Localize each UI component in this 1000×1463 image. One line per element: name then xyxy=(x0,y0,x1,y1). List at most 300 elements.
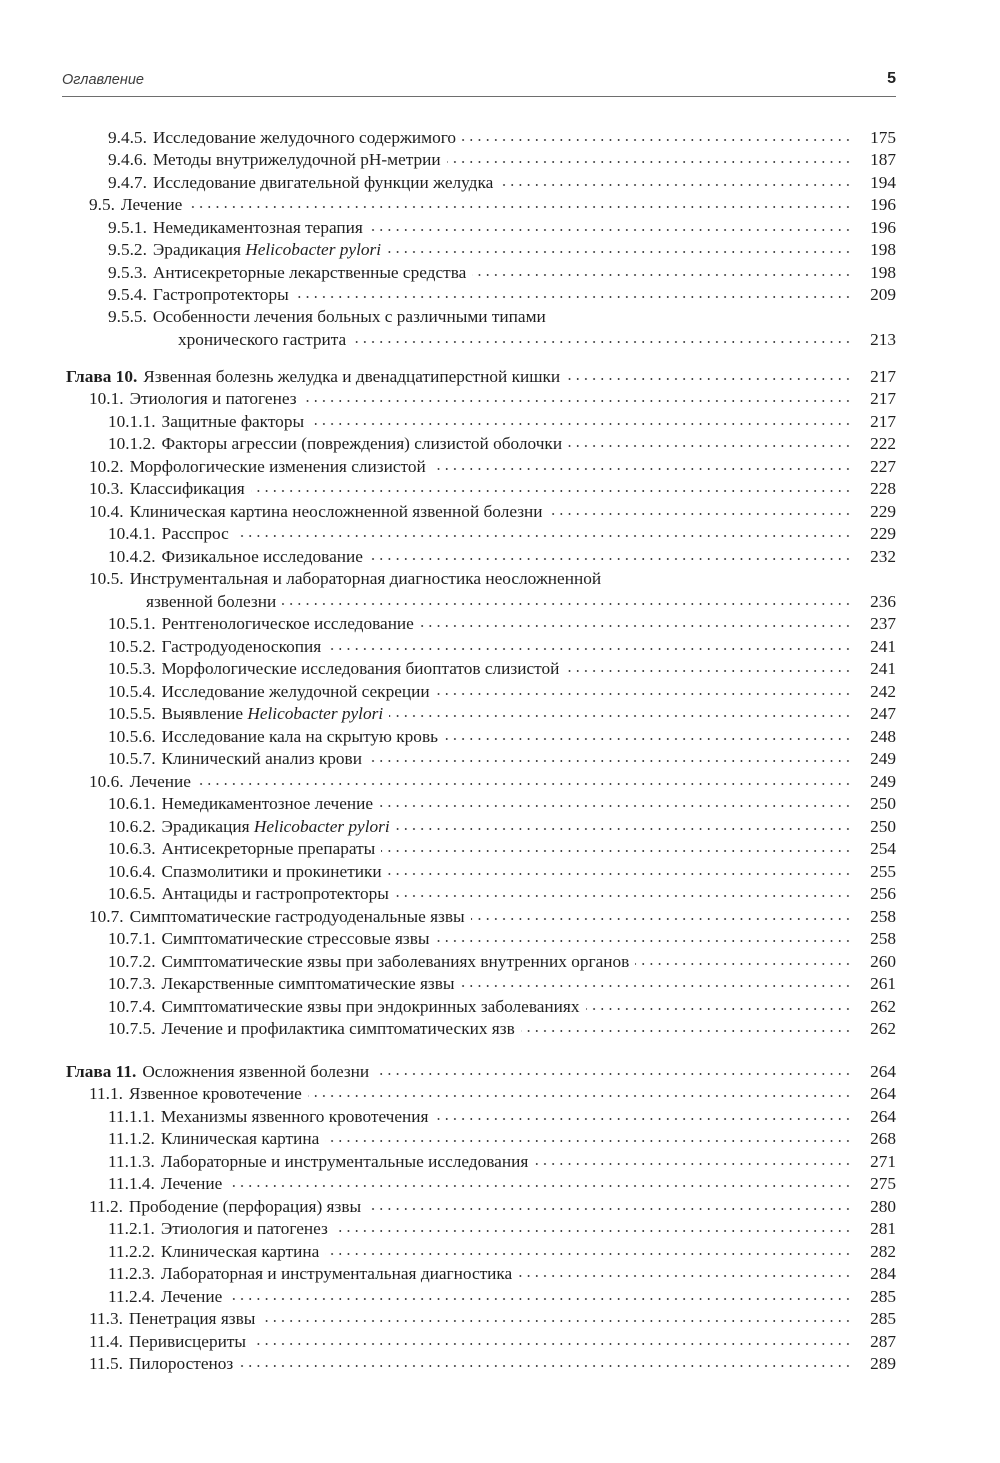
toc-entry-page-number: 261 xyxy=(850,973,896,995)
toc-entry-page-number: 275 xyxy=(850,1173,896,1195)
toc-entry-label xyxy=(146,591,282,613)
toc-entry-label xyxy=(89,568,607,590)
toc-entry-title: Этиология и патогенез xyxy=(160,1219,328,1238)
toc-entry-page-number: 187 xyxy=(850,149,896,171)
toc-entry xyxy=(0,658,1000,682)
toc-entry xyxy=(0,1353,1000,1377)
toc-entry-page-number: 198 xyxy=(850,239,896,261)
dot-leader xyxy=(381,850,852,852)
toc-entry-title: Факторы агрессии (повреждения) слизистой оболочки xyxy=(161,434,563,453)
toc-entry-page-number: 222 xyxy=(850,433,896,455)
toc-entry-label xyxy=(89,388,303,410)
toc-entry xyxy=(0,388,1000,412)
toc-entry-label xyxy=(108,1286,228,1308)
toc-entry-label xyxy=(108,172,499,194)
toc-entry-page-number: 237 xyxy=(850,613,896,635)
toc-entry xyxy=(0,681,1000,705)
dot-leader xyxy=(436,693,852,695)
toc-entry-label xyxy=(108,816,396,838)
dot-leader xyxy=(197,783,852,785)
dot-leader xyxy=(228,1185,852,1187)
toc-entry-title: Лечение и профилактика симптоматических язв xyxy=(161,1019,515,1038)
toc-entry-label xyxy=(108,928,436,950)
toc-entry-label xyxy=(108,748,368,770)
toc-entry-number: 10.3. xyxy=(89,479,124,498)
toc-entry-page-number: 241 xyxy=(850,658,896,680)
toc-entry xyxy=(0,149,1000,173)
toc-entry-page-number: 232 xyxy=(850,546,896,568)
dot-leader xyxy=(499,184,852,186)
toc-entry-page-number: 228 xyxy=(850,478,896,500)
toc-entry-title: Клиническая картина xyxy=(160,1242,320,1261)
toc-entry-title: Расспрос xyxy=(161,524,229,543)
toc-entry-number: 11.1.4. xyxy=(108,1174,155,1193)
toc-entry-number: 11.3. xyxy=(89,1309,123,1328)
toc-entry-page-number: 271 xyxy=(850,1151,896,1173)
toc-entry-title: Перивисцериты xyxy=(128,1332,247,1351)
dot-leader xyxy=(375,1073,852,1075)
toc-entry-number: 10.5.6. xyxy=(108,727,156,746)
dot-leader xyxy=(327,648,852,650)
toc-entry-title-italic: Helicobacter pylori xyxy=(247,704,384,723)
toc-entry-label xyxy=(108,703,389,725)
toc-entry-number: 10.4. xyxy=(89,502,124,521)
toc-entry-title: Язвенная болезнь желудка и двенадцатиперстной кишки xyxy=(143,367,561,386)
toc-entry xyxy=(0,127,1000,151)
toc-entry-title: Пенетрация язвы xyxy=(128,1309,256,1328)
dot-leader xyxy=(228,1298,852,1300)
toc-entry-number: 11.2.2. xyxy=(108,1242,155,1261)
dot-leader xyxy=(461,985,852,987)
toc-entry-number: 10.6. xyxy=(89,772,124,791)
toc-entry xyxy=(0,636,1000,660)
toc-entry xyxy=(0,1308,1000,1332)
toc-entry-label xyxy=(108,681,436,703)
toc-entry-number: 10.5.5. xyxy=(108,704,156,723)
toc-entry-number: 10.7.4. xyxy=(108,997,156,1016)
dot-leader xyxy=(239,1365,852,1367)
toc-entry xyxy=(0,1151,1000,1175)
dot-leader xyxy=(395,895,852,897)
dot-leader xyxy=(334,1230,852,1232)
toc-entry-page-number: 198 xyxy=(850,262,896,284)
toc-entry-title: Классификация xyxy=(129,479,245,498)
toc-entry-label xyxy=(108,636,327,658)
toc-entry xyxy=(0,329,1000,353)
dot-leader xyxy=(435,1118,852,1120)
toc-entry-title: Гастропротекторы xyxy=(152,285,289,304)
toc-entry-number: 10.5.4. xyxy=(108,682,156,701)
toc-entry-number: 10.6.5. xyxy=(108,884,156,903)
dot-leader xyxy=(387,251,852,253)
toc-entry-number: 9.5. xyxy=(89,195,115,214)
toc-entry xyxy=(0,1173,1000,1197)
toc-entry-title: Методы внутрижелудочной рН-метрии xyxy=(152,150,441,169)
dot-leader xyxy=(444,738,852,740)
toc-entry-label xyxy=(66,1061,375,1083)
toc-entry-title: Лечение xyxy=(160,1287,223,1306)
toc-entry-label xyxy=(108,127,462,149)
toc-entry-number: 9.4.7. xyxy=(108,173,147,192)
toc-entry-page-number: 250 xyxy=(850,816,896,838)
toc-entry-label xyxy=(108,1106,435,1128)
toc-entry-label xyxy=(108,1018,521,1040)
toc-entry-title: Язвенное кровотечение xyxy=(128,1084,302,1103)
toc-entry-title: Механизмы язвенного кровотечения xyxy=(160,1107,429,1126)
toc-entry xyxy=(0,239,1000,263)
toc-entry xyxy=(0,217,1000,241)
toc-entry-page-number: 175 xyxy=(850,127,896,149)
toc-entry-number: 10.6.1. xyxy=(108,794,156,813)
toc-entry-title-italic: Helicobacter pylori xyxy=(253,817,390,836)
toc-entry xyxy=(0,838,1000,862)
toc-entry-number: 10.7.1. xyxy=(108,929,156,948)
toc-entry-page-number: 289 xyxy=(850,1353,896,1375)
dot-leader xyxy=(188,206,852,208)
dot-leader xyxy=(310,423,852,425)
toc-entry-number: 11.2. xyxy=(89,1197,123,1216)
toc-entry-page-number: 196 xyxy=(850,194,896,216)
toc-entry-page-number: 260 xyxy=(850,951,896,973)
dot-leader xyxy=(420,625,852,627)
toc-entry-page-number: 249 xyxy=(850,748,896,770)
toc-entry-title: Гастродуоденоскопия xyxy=(161,637,322,656)
dot-leader xyxy=(436,940,852,942)
dot-leader xyxy=(251,490,852,492)
toc-entry-title-italic: Helicobacter pylori xyxy=(245,240,382,259)
toc-entry xyxy=(0,613,1000,637)
dot-leader xyxy=(462,139,852,141)
toc-entry-page-number: 254 xyxy=(850,838,896,860)
toc-entry xyxy=(0,771,1000,795)
toc-entry-page-number: 264 xyxy=(850,1083,896,1105)
toc-entry-number: 10.4.2. xyxy=(108,547,156,566)
toc-entry-title: Симптоматические язвы при эндокринных заболеваниях xyxy=(161,997,580,1016)
toc-entry-page-number: 280 xyxy=(850,1196,896,1218)
toc-entry-number: 11.4. xyxy=(89,1332,123,1351)
toc-entry-page-number: 217 xyxy=(850,411,896,433)
dot-leader xyxy=(586,1008,852,1010)
toc-entry-page-number: 255 xyxy=(850,861,896,883)
toc-entry-label xyxy=(89,1331,252,1353)
toc-entry-page-number: 241 xyxy=(850,636,896,658)
toc-entry-title: Осложнения язвенной болезни xyxy=(142,1062,370,1081)
toc-entry xyxy=(0,1083,1000,1107)
toc-entry-number: 10.6.2. xyxy=(108,817,156,836)
toc-entry-title: Симптоматические язвы при заболеваниях внутренних органов xyxy=(161,952,630,971)
toc-entry-title: Этиология и патогенез xyxy=(129,389,297,408)
toc-entry-number: 10.7.3. xyxy=(108,974,156,993)
dot-leader xyxy=(635,963,852,965)
toc-entry-number: 11.2.1. xyxy=(108,1219,155,1238)
toc-entry-page-number: 285 xyxy=(850,1308,896,1330)
toc-entry-number: 10.5.7. xyxy=(108,749,156,768)
toc-entry-title: Эрадикация xyxy=(161,817,250,836)
toc-entry-title: Лечение xyxy=(160,1174,223,1193)
dot-leader xyxy=(534,1163,852,1165)
toc-entry-label xyxy=(108,523,235,545)
toc-entry-label xyxy=(89,456,432,478)
toc-entry-label xyxy=(89,1083,308,1105)
running-head-page-number: 5 xyxy=(887,70,896,87)
toc-entry-label xyxy=(89,194,188,216)
toc-entry-label xyxy=(89,771,197,793)
toc-entry-label xyxy=(108,262,472,284)
toc-entry-page-number: 236 xyxy=(850,591,896,613)
toc-entry-title: хронического гастрита xyxy=(178,330,347,349)
dot-leader xyxy=(261,1320,852,1322)
toc-entry-page-number: 256 xyxy=(850,883,896,905)
toc-entry-title: Лечение xyxy=(120,195,183,214)
toc-entry xyxy=(0,568,1000,592)
toc-entry-page-number: 282 xyxy=(850,1241,896,1263)
toc-entry-title: Лабораторные и инструментальные исследования xyxy=(160,1152,529,1171)
toc-entry xyxy=(0,1286,1000,1310)
toc-entry-label xyxy=(108,433,568,455)
toc-entry-page-number: 196 xyxy=(850,217,896,239)
toc-entry-label xyxy=(108,1263,518,1285)
toc-entry xyxy=(0,928,1000,952)
toc-entry-page-number: 264 xyxy=(850,1106,896,1128)
dot-leader xyxy=(565,670,852,672)
toc-entry-label xyxy=(108,883,395,905)
toc-entry-page-number: 209 xyxy=(850,284,896,306)
dot-leader xyxy=(472,274,852,276)
toc-entry-page-number: 285 xyxy=(850,1286,896,1308)
toc-entry-title: Симптоматические гастродуоденальные язвы xyxy=(129,907,465,926)
toc-entry-page-number: 194 xyxy=(850,172,896,194)
toc-entry-number: 9.5.5. xyxy=(108,307,147,326)
toc-entry-page-number: 247 xyxy=(850,703,896,725)
toc-entry-page-number: 268 xyxy=(850,1128,896,1150)
toc-entry xyxy=(0,748,1000,772)
toc-entry xyxy=(0,1263,1000,1287)
toc-entry xyxy=(0,194,1000,218)
toc-entry xyxy=(0,546,1000,570)
toc-entry-label xyxy=(89,501,549,523)
toc-entry-label xyxy=(108,613,420,635)
toc-entry-title: Лекарственные симптоматические язвы xyxy=(161,974,455,993)
dot-leader xyxy=(368,760,852,762)
dot-leader xyxy=(369,229,852,231)
toc-entry-title: Симптоматические стрессовые язвы xyxy=(161,929,430,948)
toc-entry-label xyxy=(108,1241,325,1263)
toc-entry-label xyxy=(108,1128,325,1150)
toc-entry-number: 11.5. xyxy=(89,1354,123,1373)
toc-entry-label xyxy=(89,1308,261,1330)
toc-entry-label xyxy=(108,1218,334,1240)
toc-entry-page-number: 258 xyxy=(850,906,896,928)
toc-entry-number: 10.2. xyxy=(89,457,124,476)
toc-entry-label xyxy=(108,973,461,995)
toc-entry-label xyxy=(108,217,369,239)
toc-entry-number: 10.5.2. xyxy=(108,637,156,656)
toc-entry xyxy=(0,411,1000,435)
toc-entry-title: Немедикаментозная терапия xyxy=(152,218,363,237)
toc-entry-label xyxy=(89,906,471,928)
toc-entry-label xyxy=(66,366,566,388)
toc-entry-label xyxy=(108,996,586,1018)
toc-entry-label xyxy=(108,546,369,568)
toc-entry-page-number: 264 xyxy=(850,1061,896,1083)
toc-entry-label xyxy=(108,951,635,973)
toc-entry-page-number: 248 xyxy=(850,726,896,748)
dot-leader xyxy=(379,805,852,807)
dot-leader xyxy=(325,1253,852,1255)
toc-entry-title: Немедикаментозное лечение xyxy=(161,794,374,813)
toc-entry xyxy=(0,1196,1000,1220)
toc-entry xyxy=(0,861,1000,885)
dot-leader xyxy=(447,161,852,163)
toc-entry-label xyxy=(89,1196,367,1218)
toc-entry-number: Глава 11. xyxy=(66,1062,137,1081)
dot-leader xyxy=(295,296,852,298)
toc-entry-label xyxy=(108,239,387,261)
toc-entry-label xyxy=(108,1151,534,1173)
toc-entry xyxy=(0,816,1000,840)
toc-entry-title: Эрадикация xyxy=(152,240,241,259)
toc-entry xyxy=(0,793,1000,817)
toc-entry xyxy=(0,883,1000,907)
toc-entry-title: Физикальное исследование xyxy=(161,547,363,566)
toc-entry-number: 10.6.3. xyxy=(108,839,156,858)
toc-entry-label xyxy=(108,306,552,328)
toc-entry-number: 9.5.4. xyxy=(108,285,147,304)
toc-entry xyxy=(0,433,1000,457)
dot-leader xyxy=(282,603,852,605)
dot-leader xyxy=(389,715,852,717)
toc-entry xyxy=(0,1018,1000,1042)
dot-leader xyxy=(566,378,852,380)
dot-leader xyxy=(308,1095,852,1097)
toc-entry-label xyxy=(108,1173,228,1195)
toc-entry xyxy=(0,1218,1000,1242)
toc-entry-title: Выявление xyxy=(161,704,244,723)
toc-entry-title: Антисекреторные лекарственные средства xyxy=(152,263,467,282)
toc-entry-title: Антациды и гастропротекторы xyxy=(161,884,389,903)
toc-entry xyxy=(0,951,1000,975)
toc-entry-number: 10.6.4. xyxy=(108,862,156,881)
toc-entry-page-number: 262 xyxy=(850,1018,896,1040)
toc-entry-title: Рентгенологическое исследование xyxy=(161,614,414,633)
toc-entry-number: 10.7.5. xyxy=(108,1019,156,1038)
toc-entry xyxy=(0,1331,1000,1355)
dot-leader xyxy=(521,1030,852,1032)
dot-leader xyxy=(252,1343,852,1345)
toc-entry-number: 11.2.4. xyxy=(108,1287,155,1306)
toc-entry-page-number: 217 xyxy=(850,366,896,388)
toc-entry-number: 11.1.1. xyxy=(108,1107,155,1126)
toc-entry-number: 9.5.3. xyxy=(108,263,147,282)
toc-entry xyxy=(0,478,1000,502)
toc-entry xyxy=(0,996,1000,1020)
toc-entry-number: 10.5. xyxy=(89,569,124,588)
toc-entry-title: Пилоростеноз xyxy=(128,1354,234,1373)
toc-entry-title: Морфологические исследования биоптатов слизистой xyxy=(161,659,560,678)
dot-leader xyxy=(235,535,852,537)
toc-entry-title: язвенной болезни xyxy=(146,592,277,611)
running-head-title: Оглавление xyxy=(62,72,144,88)
toc-entry-number: 10.1. xyxy=(89,389,124,408)
toc-entry-page-number: 229 xyxy=(850,523,896,545)
toc-entry-label xyxy=(89,478,251,500)
dot-leader xyxy=(471,918,852,920)
toc-entry-number: 9.4.5. xyxy=(108,128,147,147)
toc-entry-number: 10.5.3. xyxy=(108,659,156,678)
toc-entry-title: Защитные факторы xyxy=(161,412,305,431)
toc-entry xyxy=(0,1241,1000,1265)
toc-entry-label xyxy=(178,329,352,351)
toc-entry-label xyxy=(108,726,444,748)
toc-entry-page-number: 284 xyxy=(850,1263,896,1285)
toc-entry-page-number: 281 xyxy=(850,1218,896,1240)
toc-entry-label xyxy=(108,411,310,433)
toc-entry-page-number: 258 xyxy=(850,928,896,950)
toc-entry-title: Исследование двигательной функции желудка xyxy=(152,173,494,192)
toc-entry xyxy=(0,703,1000,727)
dot-leader xyxy=(352,341,852,343)
toc-entry-title: Лабораторная и инструментальная диагностика xyxy=(160,1264,513,1283)
toc-entry-title: Особенности лечения больных с различными типами xyxy=(152,307,546,326)
toc-entry-number: 11.1. xyxy=(89,1084,123,1103)
toc-entry-number: 10.7.2. xyxy=(108,952,156,971)
toc-entry-title: Исследование желудочного содержимого xyxy=(152,128,457,147)
toc-entry-title: Клинический анализ крови xyxy=(161,749,362,768)
toc-entry-number: 11.2.3. xyxy=(108,1264,155,1283)
toc-entry xyxy=(0,906,1000,930)
toc-entry-page-number: 229 xyxy=(850,501,896,523)
toc-entry-label xyxy=(108,838,381,860)
dot-leader xyxy=(396,828,852,830)
toc-entry-title: Морфологические изменения слизистой xyxy=(129,457,426,476)
toc-entry-page-number: 250 xyxy=(850,793,896,815)
toc-entry-page-number: 213 xyxy=(850,329,896,351)
toc-entry-number: 11.1.3. xyxy=(108,1152,155,1171)
toc-entry-title: Антисекреторные препараты xyxy=(161,839,376,858)
toc-entry-title: Исследование кала на скрытую кровь xyxy=(161,727,438,746)
dot-leader xyxy=(432,468,852,470)
dot-leader xyxy=(303,400,852,402)
dot-leader xyxy=(367,1208,852,1210)
toc-chapter-entry xyxy=(0,1061,1000,1085)
dot-leader xyxy=(369,558,852,560)
toc-entry-number: 11.1.2. xyxy=(108,1129,155,1148)
toc-entry xyxy=(0,172,1000,196)
toc-entry-label xyxy=(108,658,565,680)
toc-entry-number: 10.1.1. xyxy=(108,412,156,431)
toc-entry-number: 9.5.2. xyxy=(108,240,147,259)
dot-leader xyxy=(518,1275,852,1277)
toc-entry xyxy=(0,456,1000,480)
dot-leader xyxy=(568,445,852,447)
toc-entry-page-number: 217 xyxy=(850,388,896,410)
toc-entry xyxy=(0,284,1000,308)
toc-entry-title: Лечение xyxy=(129,772,191,791)
toc-entry-title: Спазмолитики и прокинетики xyxy=(161,862,382,881)
toc-entry-label xyxy=(89,1353,239,1375)
toc-chapter-entry xyxy=(0,366,1000,390)
toc-entry xyxy=(0,501,1000,525)
toc-entry xyxy=(0,973,1000,997)
toc-entry xyxy=(0,262,1000,286)
toc-entry-title: Инструментальная и лабораторная диагностика неосложненной xyxy=(129,569,602,588)
toc-entry-title: Клиническая картина неосложненной язвенной болезни xyxy=(129,502,543,521)
toc-entry-label xyxy=(108,149,447,171)
toc-entry-number: 10.5.1. xyxy=(108,614,156,633)
toc-entry xyxy=(0,523,1000,547)
toc-entry-title: Исследование желудочной секреции xyxy=(161,682,430,701)
dot-leader xyxy=(388,873,852,875)
